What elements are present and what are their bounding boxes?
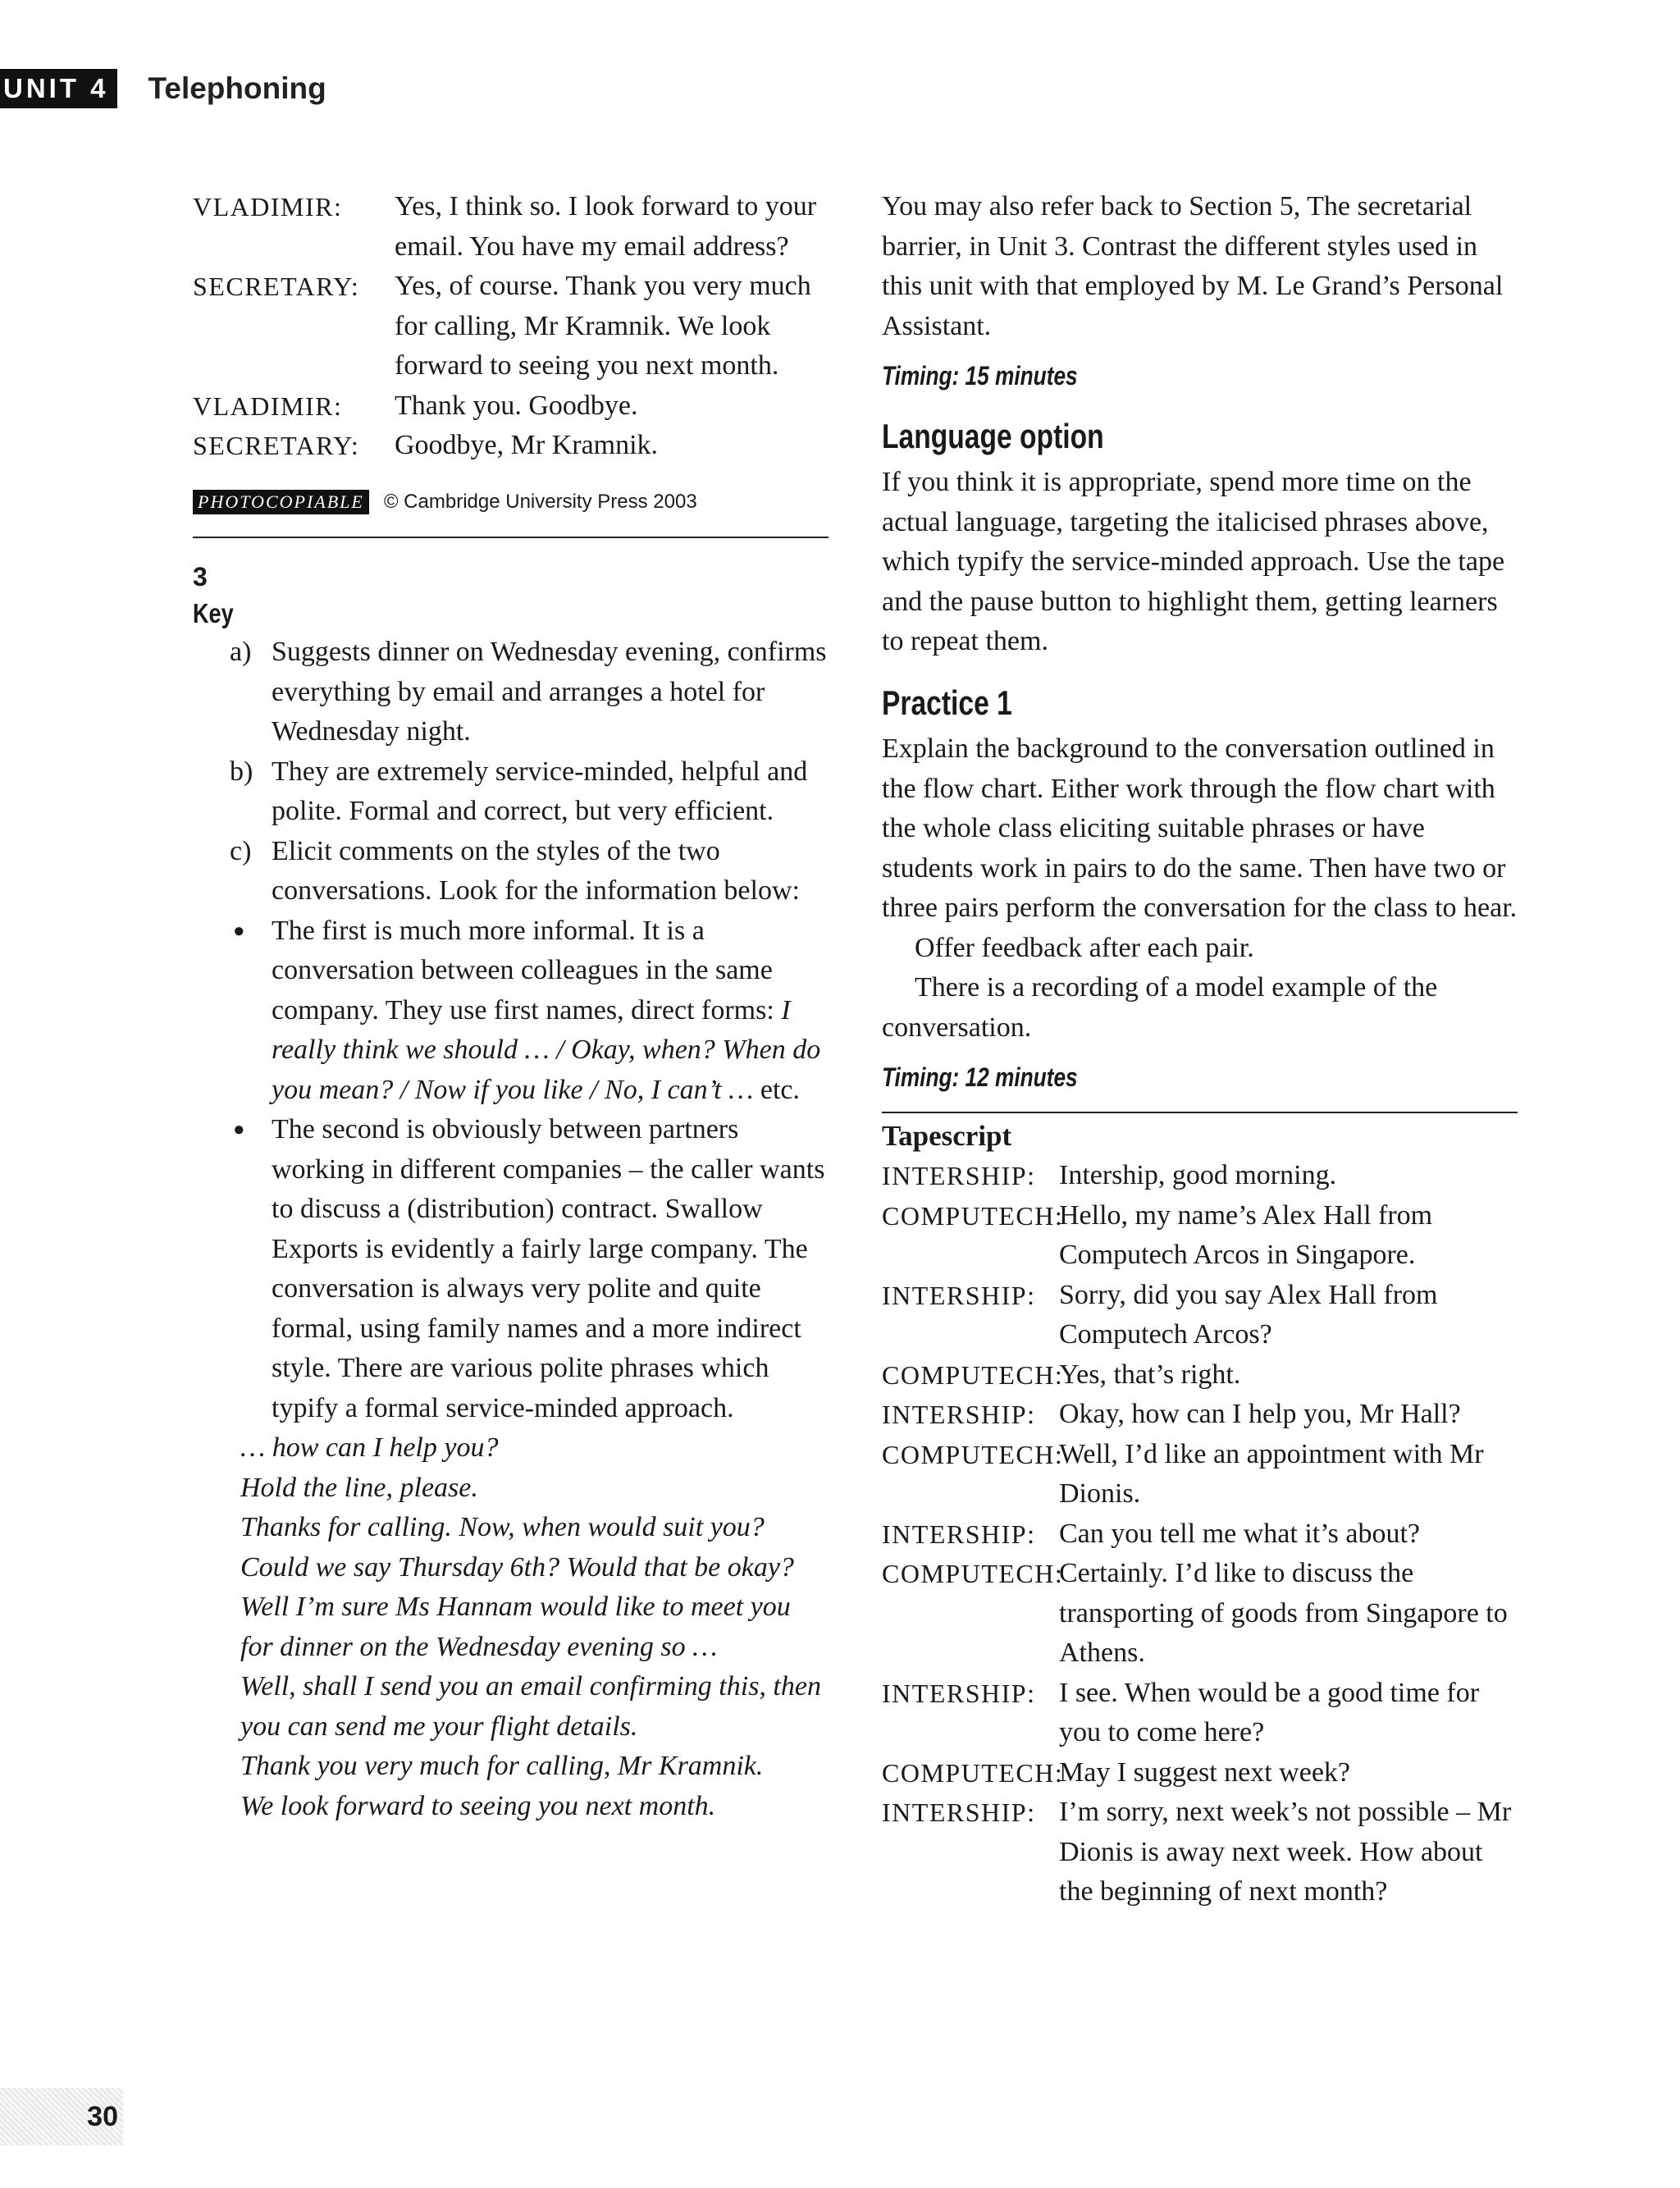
language-option-text: If you think it is appropriate, spend more time on the actual language, targeting the italicised phrases above, which typify the service-minded approach. Use the tape and the pause button to highlight them, getting learners to repeat them. xyxy=(882,467,1505,656)
phrase-line: Could we say Thursday 6th? Would that be okay? xyxy=(240,1551,794,1583)
tapescript-line: Sorry, did you say Alex Hall from Computech Arcos? xyxy=(1059,1279,1438,1350)
bullet-icon: ● xyxy=(233,920,245,942)
phrase-line: We look forward to seeing you next month. xyxy=(240,1790,716,1821)
speaker-label: COMPUTECH: xyxy=(882,1757,1064,1788)
key-item-text: They are extremely service-minded, helpful and polite. Formal and correct, but very efficient. xyxy=(272,756,808,826)
tapescript-line: I’m sorry, next week’s not possible – Mr Dionis is away next week. How about the beginning of next month? xyxy=(1059,1797,1512,1907)
dialogue-row xyxy=(193,426,829,466)
tapescript-line: Certainly. I’d like to discuss the transporting of goods from Singapore to Athens. xyxy=(1059,1558,1508,1668)
speaker-label: SECRETARY: xyxy=(193,272,360,301)
key-heading: Key xyxy=(193,598,234,628)
page-number: 30 xyxy=(0,2088,123,2145)
key-item-label: c) xyxy=(230,835,252,866)
tapescript-row xyxy=(882,1355,1518,1395)
section-divider xyxy=(882,1112,1518,1113)
practice-heading: Practice 1 xyxy=(882,683,1012,722)
key-item-label: a) xyxy=(230,637,252,667)
dialogue-row xyxy=(193,187,829,267)
dialogue-row xyxy=(193,267,829,386)
tapescript-line: Well, I’d like an appointment with Mr Dionis. xyxy=(1059,1438,1484,1509)
speaker-label: INTERSHIP: xyxy=(882,1797,1036,1827)
bullet-icon: ● xyxy=(233,1119,245,1140)
tapescript-line: Can you tell me what it’s about? xyxy=(1059,1518,1421,1549)
speaker-label: COMPUTECH: xyxy=(882,1439,1064,1469)
dialogue-line: Yes, I think so. I look forward to your email. You have my email address? xyxy=(395,191,817,262)
tapescript-row xyxy=(882,1554,1518,1674)
timing-note: Timing: 12 minutes xyxy=(882,1062,1078,1092)
tapescript-row xyxy=(882,1156,1518,1196)
photocopiable-notice xyxy=(193,482,829,523)
key-item-label: b) xyxy=(230,756,253,787)
speaker-label: VLADIMIR: xyxy=(193,192,343,222)
practice-paragraph: Offer feedback after each pair. xyxy=(915,932,1254,963)
tapescript-line: I see. When would be a good time for you to come here? xyxy=(1059,1677,1480,1747)
tapescript-line: May I suggest next week? xyxy=(1059,1756,1351,1788)
speaker-label: VLADIMIR: xyxy=(193,391,343,421)
dialogue-line: Thank you. Goodbye. xyxy=(395,390,638,421)
left-column xyxy=(193,187,829,1826)
unit-title: Telephoning xyxy=(148,71,326,105)
speaker-label: SECRETARY: xyxy=(193,431,360,460)
copyright-text: © Cambridge University Press 2003 xyxy=(383,490,697,513)
tapescript-row xyxy=(882,1276,1518,1355)
speaker-label: INTERSHIP: xyxy=(882,1678,1036,1708)
dialogue-row xyxy=(193,386,829,427)
dialogue-line: Yes, of course. Thank you very much for calling, Mr Kramnik. We look forward to seeing you next month. xyxy=(395,271,811,381)
timing-note: Timing: 15 minutes xyxy=(882,361,1078,391)
tapescript-block xyxy=(882,1156,1518,1912)
phrase-line: Hold the line, please. xyxy=(240,1472,478,1503)
phrase-line: … how can I help you? xyxy=(240,1432,499,1463)
dialogue-line: Goodbye, Mr Kramnik. xyxy=(395,430,659,460)
speaker-label: INTERSHIP: xyxy=(882,1400,1036,1429)
tapescript-line: Hello, my name’s Alex Hall from Computech Arcos in Singapore. xyxy=(1059,1199,1433,1270)
bullet-item xyxy=(230,911,829,1111)
key-item xyxy=(230,633,829,752)
tapescript-row xyxy=(882,1753,1518,1793)
tapescript-line: Yes, that’s right. xyxy=(1059,1359,1241,1390)
section-number: 3 xyxy=(193,562,208,592)
tapescript-row xyxy=(882,1793,1518,1912)
phrase-line: Well I’m sure Ms Hannam would like to meet you for dinner on the Wednesday evening so … xyxy=(240,1592,791,1662)
speaker-label: INTERSHIP: xyxy=(882,1519,1036,1549)
tapescript-heading: Tapescript xyxy=(882,1119,1012,1152)
tapescript-row xyxy=(882,1395,1518,1435)
photocopiable-badge: PHOTOCOPIABLE xyxy=(193,490,369,514)
key-item-text: Suggests dinner on Wednesday evening, confirms everything by email and arranges a hotel for Wednesday night. xyxy=(272,637,827,747)
dialogue-block xyxy=(193,187,829,466)
practice-paragraph: Explain the background to the conversation outlined in the flow chart. Either work through the flow chart with the whole class eliciting suitable phrases or have students work in pairs to do the same. Then have two or three pairs perform the conversation for the class to hear. xyxy=(882,733,1518,923)
phrase-line: Thank you very much for calling, Mr Kramnik. xyxy=(240,1751,764,1781)
intro-paragraph: You may also refer back to Section 5, The secretarial barrier, in Unit 3. Contrast the different styles used in this unit with that employed by M. Le Grand’s Personal Assistant. xyxy=(882,191,1504,341)
speaker-label: INTERSHIP: xyxy=(882,1280,1036,1310)
tapescript-line: Okay, how can I help you, Mr Hall? xyxy=(1059,1399,1461,1429)
key-item xyxy=(230,832,829,911)
practice-paragraph: There is a recording of a model example of the conversation. xyxy=(882,972,1438,1043)
tapescript-row xyxy=(882,1196,1518,1276)
speaker-label: COMPUTECH: xyxy=(882,1559,1064,1588)
bullet-item xyxy=(230,1110,829,1428)
key-item xyxy=(230,752,829,832)
page-header xyxy=(0,69,326,108)
speaker-label: INTERSHIP: xyxy=(882,1161,1036,1190)
phrase-line: Thanks for calling. Now, when would suit you? xyxy=(240,1512,765,1542)
unit-label: UNIT 4 xyxy=(0,69,117,108)
bullet-text: The first is much more informal. It is a conversation between colleagues in the same company. They use first names, direct forms: I really think we should … / Okay, when? When do you mean? / Now if you like / No, I can’t … etc. xyxy=(272,915,821,1105)
tapescript-row xyxy=(882,1435,1518,1514)
right-column xyxy=(882,187,1518,1912)
example-phrases xyxy=(240,1428,829,1826)
tapescript-row xyxy=(882,1514,1518,1555)
speaker-label: COMPUTECH: xyxy=(882,1200,1064,1231)
key-item-text: Elicit comments on the styles of the two conversations. Look for the information below: xyxy=(272,835,800,906)
phrase-line: Well, shall I send you an email confirming this, then you can send me your flight details. xyxy=(240,1671,821,1742)
bullet-text: The second is obviously between partners working in different companies – the caller wants to discuss a (distribution) contract. Swallow Exports is evidently a fairly large company. The conversation is always very polite and quite formal, using family names and a more indirect style. There are various polite phrases which typify a formal service-minded approach. xyxy=(272,1114,825,1423)
tapescript-line: Intership, good morning. xyxy=(1059,1160,1337,1190)
tapescript-row xyxy=(882,1674,1518,1753)
speaker-label: COMPUTECH: xyxy=(882,1359,1064,1390)
section-divider xyxy=(193,537,829,538)
language-option-heading: Language option xyxy=(882,416,1104,455)
